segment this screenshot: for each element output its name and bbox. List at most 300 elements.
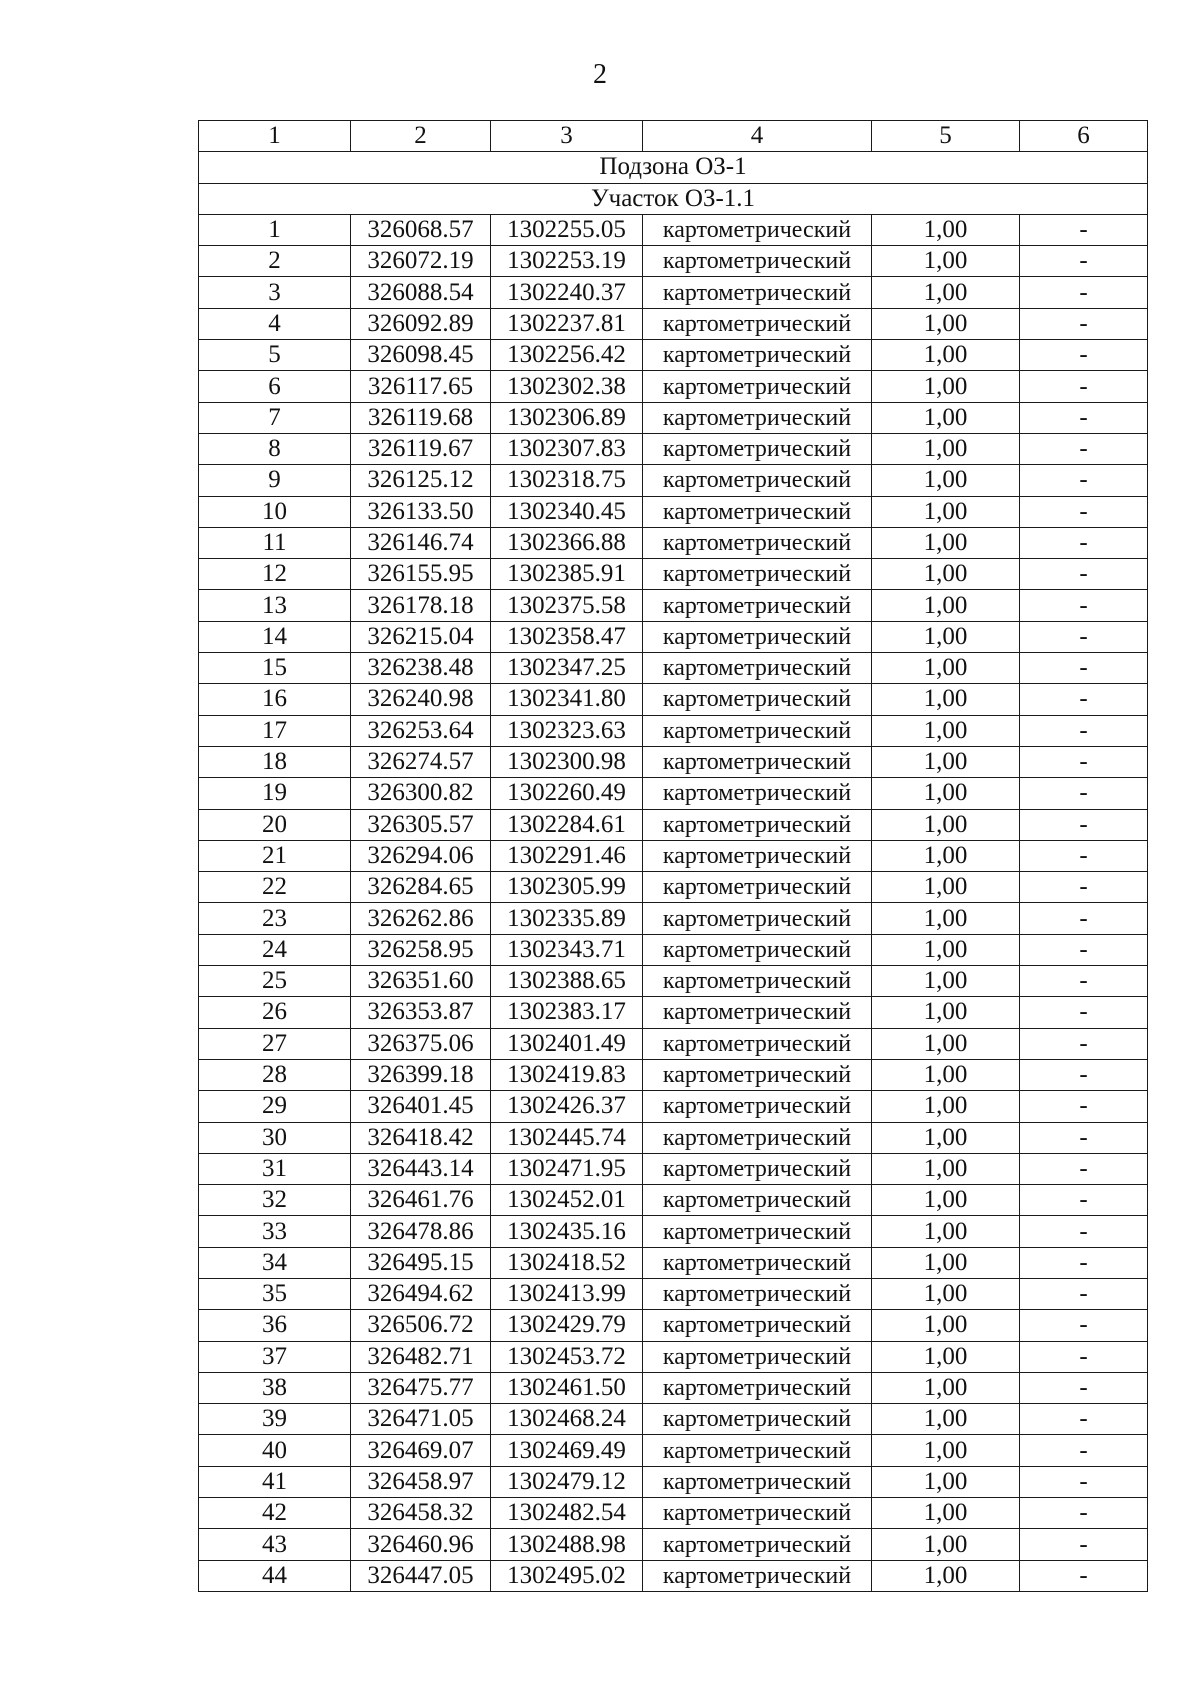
accuracy-cell: 1,00: [872, 684, 1020, 715]
accuracy-cell: 1,00: [872, 433, 1020, 464]
table-row: [199, 809, 1148, 840]
y-coordinate-cell: 1302479.12: [491, 1466, 643, 1497]
table-row: [199, 621, 1148, 652]
note-cell: -: [1020, 527, 1148, 558]
point-number-cell: 18: [199, 746, 351, 777]
note-cell: -: [1020, 340, 1148, 371]
note-cell: -: [1020, 1122, 1148, 1153]
table-row: [199, 402, 1148, 433]
point-number-cell: 37: [199, 1341, 351, 1372]
accuracy-cell: 1,00: [872, 1059, 1020, 1090]
table-row: [199, 1278, 1148, 1309]
y-coordinate-cell: 1302240.37: [491, 277, 643, 308]
note-cell: -: [1020, 246, 1148, 277]
point-number-cell: 6: [199, 371, 351, 402]
y-coordinate-cell: 1302435.16: [491, 1216, 643, 1247]
x-coordinate-cell: 326461.76: [351, 1185, 491, 1216]
table-row: [199, 1122, 1148, 1153]
table-row: [199, 433, 1148, 464]
accuracy-cell: 1,00: [872, 934, 1020, 965]
method-cell: картометрический: [643, 1466, 872, 1497]
note-cell: -: [1020, 1372, 1148, 1403]
x-coordinate-cell: 326482.71: [351, 1341, 491, 1372]
header-cell: 6: [1020, 121, 1148, 152]
table-row: [199, 1498, 1148, 1529]
method-cell: картометрический: [643, 371, 872, 402]
method-cell: картометрический: [643, 277, 872, 308]
y-coordinate-cell: 1302469.49: [491, 1435, 643, 1466]
point-number-cell: 21: [199, 840, 351, 871]
accuracy-cell: 1,00: [872, 1466, 1020, 1497]
y-coordinate-cell: 1302318.75: [491, 465, 643, 496]
note-cell: -: [1020, 1216, 1148, 1247]
y-coordinate-cell: 1302237.81: [491, 308, 643, 339]
method-cell: картометрический: [643, 778, 872, 809]
point-number-cell: 31: [199, 1153, 351, 1184]
method-cell: картометрический: [643, 590, 872, 621]
method-cell: картометрический: [643, 872, 872, 903]
y-coordinate-cell: 1302401.49: [491, 1028, 643, 1059]
accuracy-cell: 1,00: [872, 1216, 1020, 1247]
accuracy-cell: 1,00: [872, 1153, 1020, 1184]
x-coordinate-cell: 326460.96: [351, 1529, 491, 1560]
method-cell: картометрический: [643, 1216, 872, 1247]
point-number-cell: 27: [199, 1028, 351, 1059]
table-row: [199, 246, 1148, 277]
x-coordinate-cell: 326401.45: [351, 1091, 491, 1122]
y-coordinate-cell: 1302468.24: [491, 1404, 643, 1435]
note-cell: -: [1020, 1529, 1148, 1560]
header-cell: 1: [199, 121, 351, 152]
method-cell: картометрический: [643, 1341, 872, 1372]
table-row: [199, 778, 1148, 809]
x-coordinate-cell: 326240.98: [351, 684, 491, 715]
x-coordinate-cell: 326443.14: [351, 1153, 491, 1184]
point-number-cell: 19: [199, 778, 351, 809]
note-cell: -: [1020, 903, 1148, 934]
coordinates-table: [198, 120, 1148, 1592]
x-coordinate-cell: 326098.45: [351, 340, 491, 371]
note-cell: -: [1020, 778, 1148, 809]
note-cell: -: [1020, 465, 1148, 496]
method-cell: картометрический: [643, 1153, 872, 1184]
note-cell: -: [1020, 1185, 1148, 1216]
point-number-cell: 38: [199, 1372, 351, 1403]
method-cell: картометрический: [643, 746, 872, 777]
accuracy-cell: 1,00: [872, 966, 1020, 997]
point-number-cell: 17: [199, 715, 351, 746]
y-coordinate-cell: 1302488.98: [491, 1529, 643, 1560]
accuracy-cell: 1,00: [872, 1278, 1020, 1309]
note-cell: -: [1020, 277, 1148, 308]
accuracy-cell: 1,00: [872, 997, 1020, 1028]
table-row: [199, 527, 1148, 558]
accuracy-cell: 1,00: [872, 1435, 1020, 1466]
x-coordinate-cell: 326447.05: [351, 1560, 491, 1591]
x-coordinate-cell: 326253.64: [351, 715, 491, 746]
table-row: [199, 340, 1148, 371]
note-cell: -: [1020, 371, 1148, 402]
method-cell: картометрический: [643, 1435, 872, 1466]
y-coordinate-cell: 1302452.01: [491, 1185, 643, 1216]
method-cell: картометрический: [643, 1372, 872, 1403]
method-cell: картометрический: [643, 246, 872, 277]
table-row: [199, 496, 1148, 527]
table-row: [199, 1310, 1148, 1341]
y-coordinate-cell: 1302347.25: [491, 653, 643, 684]
note-cell: -: [1020, 997, 1148, 1028]
note-cell: -: [1020, 1028, 1148, 1059]
note-cell: -: [1020, 1278, 1148, 1309]
note-cell: -: [1020, 1091, 1148, 1122]
point-number-cell: 29: [199, 1091, 351, 1122]
accuracy-cell: 1,00: [872, 1341, 1020, 1372]
note-cell: -: [1020, 1466, 1148, 1497]
method-cell: картометрический: [643, 653, 872, 684]
x-coordinate-cell: 326178.18: [351, 590, 491, 621]
subzone-row: [199, 152, 1148, 183]
y-coordinate-cell: 1302323.63: [491, 715, 643, 746]
method-cell: картометрический: [643, 340, 872, 371]
table-row: [199, 1404, 1148, 1435]
note-cell: -: [1020, 496, 1148, 527]
y-coordinate-cell: 1302385.91: [491, 559, 643, 590]
x-coordinate-cell: 326351.60: [351, 966, 491, 997]
accuracy-cell: 1,00: [872, 746, 1020, 777]
note-cell: -: [1020, 402, 1148, 433]
method-cell: картометрический: [643, 621, 872, 652]
table-row: [199, 653, 1148, 684]
y-coordinate-cell: 1302426.37: [491, 1091, 643, 1122]
x-coordinate-cell: 326215.04: [351, 621, 491, 652]
y-coordinate-cell: 1302419.83: [491, 1059, 643, 1090]
subzone-title: Подзона ОЗ-1: [199, 152, 1148, 183]
note-cell: -: [1020, 715, 1148, 746]
point-number-cell: 44: [199, 1560, 351, 1591]
accuracy-cell: 1,00: [872, 621, 1020, 652]
accuracy-cell: 1,00: [872, 715, 1020, 746]
table-row: [199, 590, 1148, 621]
point-number-cell: 20: [199, 809, 351, 840]
x-coordinate-cell: 326475.77: [351, 1372, 491, 1403]
table-row: [199, 1216, 1148, 1247]
x-coordinate-cell: 326262.86: [351, 903, 491, 934]
x-coordinate-cell: 326155.95: [351, 559, 491, 590]
page-number: 2: [593, 59, 607, 90]
y-coordinate-cell: 1302429.79: [491, 1310, 643, 1341]
note-cell: -: [1020, 1153, 1148, 1184]
accuracy-cell: 1,00: [872, 246, 1020, 277]
y-coordinate-cell: 1302453.72: [491, 1341, 643, 1372]
point-number-cell: 26: [199, 997, 351, 1028]
point-number-cell: 35: [199, 1278, 351, 1309]
x-coordinate-cell: 326418.42: [351, 1122, 491, 1153]
note-cell: -: [1020, 214, 1148, 245]
accuracy-cell: 1,00: [872, 371, 1020, 402]
method-cell: картометрический: [643, 496, 872, 527]
y-coordinate-cell: 1302482.54: [491, 1498, 643, 1529]
x-coordinate-cell: 326471.05: [351, 1404, 491, 1435]
y-coordinate-cell: 1302253.19: [491, 246, 643, 277]
x-coordinate-cell: 326469.07: [351, 1435, 491, 1466]
point-number-cell: 24: [199, 934, 351, 965]
accuracy-cell: 1,00: [872, 340, 1020, 371]
y-coordinate-cell: 1302305.99: [491, 872, 643, 903]
plot-title: Участок ОЗ-1.1: [199, 183, 1148, 214]
y-coordinate-cell: 1302358.47: [491, 621, 643, 652]
method-cell: картометрический: [643, 1498, 872, 1529]
note-cell: -: [1020, 809, 1148, 840]
note-cell: -: [1020, 872, 1148, 903]
accuracy-cell: 1,00: [872, 465, 1020, 496]
note-cell: -: [1020, 1404, 1148, 1435]
method-cell: картометрический: [643, 934, 872, 965]
note-cell: -: [1020, 1341, 1148, 1372]
accuracy-cell: 1,00: [872, 496, 1020, 527]
x-coordinate-cell: 326117.65: [351, 371, 491, 402]
table-row: [199, 1028, 1148, 1059]
x-coordinate-cell: 326133.50: [351, 496, 491, 527]
y-coordinate-cell: 1302255.05: [491, 214, 643, 245]
table-row: [199, 684, 1148, 715]
point-number-cell: 42: [199, 1498, 351, 1529]
y-coordinate-cell: 1302340.45: [491, 496, 643, 527]
table-row: [199, 872, 1148, 903]
point-number-cell: 7: [199, 402, 351, 433]
table-row: [199, 1560, 1148, 1591]
point-number-cell: 4: [199, 308, 351, 339]
point-number-cell: 9: [199, 465, 351, 496]
accuracy-cell: 1,00: [872, 1185, 1020, 1216]
point-number-cell: 15: [199, 653, 351, 684]
method-cell: картометрический: [643, 1185, 872, 1216]
x-coordinate-cell: 326399.18: [351, 1059, 491, 1090]
x-coordinate-cell: 326375.06: [351, 1028, 491, 1059]
table-row: [199, 308, 1148, 339]
x-coordinate-cell: 326494.62: [351, 1278, 491, 1309]
y-coordinate-cell: 1302388.65: [491, 966, 643, 997]
accuracy-cell: 1,00: [872, 1091, 1020, 1122]
point-number-cell: 39: [199, 1404, 351, 1435]
point-number-cell: 22: [199, 872, 351, 903]
accuracy-cell: 1,00: [872, 1529, 1020, 1560]
accuracy-cell: 1,00: [872, 402, 1020, 433]
note-cell: -: [1020, 433, 1148, 464]
point-number-cell: 43: [199, 1529, 351, 1560]
table-row: [199, 1341, 1148, 1372]
note-cell: -: [1020, 934, 1148, 965]
header-cell: 4: [643, 121, 872, 152]
point-number-cell: 14: [199, 621, 351, 652]
note-cell: -: [1020, 1310, 1148, 1341]
method-cell: картометрический: [643, 559, 872, 590]
table-row: [199, 1372, 1148, 1403]
y-coordinate-cell: 1302307.83: [491, 433, 643, 464]
x-coordinate-cell: 326294.06: [351, 840, 491, 871]
x-coordinate-cell: 326284.65: [351, 872, 491, 903]
method-cell: картометрический: [643, 840, 872, 871]
table-row: [199, 746, 1148, 777]
point-number-cell: 25: [199, 966, 351, 997]
x-coordinate-cell: 326119.68: [351, 402, 491, 433]
table-row: [199, 997, 1148, 1028]
point-number-cell: 11: [199, 527, 351, 558]
note-cell: -: [1020, 308, 1148, 339]
x-coordinate-cell: 326258.95: [351, 934, 491, 965]
table-row: [199, 715, 1148, 746]
x-coordinate-cell: 326458.97: [351, 1466, 491, 1497]
accuracy-cell: 1,00: [872, 840, 1020, 871]
method-cell: картометрический: [643, 809, 872, 840]
header-row: [199, 121, 1148, 152]
method-cell: картометрический: [643, 1560, 872, 1591]
accuracy-cell: 1,00: [872, 590, 1020, 621]
point-number-cell: 23: [199, 903, 351, 934]
method-cell: картометрический: [643, 402, 872, 433]
point-number-cell: 33: [199, 1216, 351, 1247]
note-cell: -: [1020, 966, 1148, 997]
table-row: [199, 1435, 1148, 1466]
x-coordinate-cell: 326092.89: [351, 308, 491, 339]
table-row: [199, 214, 1148, 245]
table-row: [199, 903, 1148, 934]
point-number-cell: 2: [199, 246, 351, 277]
note-cell: -: [1020, 621, 1148, 652]
table-row: [199, 465, 1148, 496]
note-cell: -: [1020, 1247, 1148, 1278]
point-number-cell: 30: [199, 1122, 351, 1153]
header-cell: 5: [872, 121, 1020, 152]
table-row: [199, 559, 1148, 590]
point-number-cell: 41: [199, 1466, 351, 1497]
method-cell: картометрический: [643, 997, 872, 1028]
method-cell: картометрический: [643, 1310, 872, 1341]
x-coordinate-cell: 326072.19: [351, 246, 491, 277]
y-coordinate-cell: 1302366.88: [491, 527, 643, 558]
table-row: [199, 1247, 1148, 1278]
y-coordinate-cell: 1302343.71: [491, 934, 643, 965]
x-coordinate-cell: 326506.72: [351, 1310, 491, 1341]
note-cell: -: [1020, 1435, 1148, 1466]
point-number-cell: 1: [199, 214, 351, 245]
point-number-cell: 28: [199, 1059, 351, 1090]
point-number-cell: 36: [199, 1310, 351, 1341]
header-cell: 3: [491, 121, 643, 152]
note-cell: -: [1020, 840, 1148, 871]
point-number-cell: 32: [199, 1185, 351, 1216]
point-number-cell: 40: [199, 1435, 351, 1466]
accuracy-cell: 1,00: [872, 1122, 1020, 1153]
method-cell: картометрический: [643, 1059, 872, 1090]
x-coordinate-cell: 326458.32: [351, 1498, 491, 1529]
method-cell: картометрический: [643, 966, 872, 997]
x-coordinate-cell: 326274.57: [351, 746, 491, 777]
method-cell: картометрический: [643, 903, 872, 934]
accuracy-cell: 1,00: [872, 653, 1020, 684]
x-coordinate-cell: 326495.15: [351, 1247, 491, 1278]
accuracy-cell: 1,00: [872, 527, 1020, 558]
accuracy-cell: 1,00: [872, 1498, 1020, 1529]
x-coordinate-cell: 326146.74: [351, 527, 491, 558]
x-coordinate-cell: 326300.82: [351, 778, 491, 809]
y-coordinate-cell: 1302495.02: [491, 1560, 643, 1591]
y-coordinate-cell: 1302260.49: [491, 778, 643, 809]
y-coordinate-cell: 1302300.98: [491, 746, 643, 777]
y-coordinate-cell: 1302284.61: [491, 809, 643, 840]
note-cell: -: [1020, 1059, 1148, 1090]
table-row: [199, 1153, 1148, 1184]
y-coordinate-cell: 1302306.89: [491, 402, 643, 433]
method-cell: картометрический: [643, 1091, 872, 1122]
accuracy-cell: 1,00: [872, 1310, 1020, 1341]
accuracy-cell: 1,00: [872, 1372, 1020, 1403]
method-cell: картометрический: [643, 527, 872, 558]
method-cell: картометрический: [643, 1529, 872, 1560]
table-row: [199, 1529, 1148, 1560]
y-coordinate-cell: 1302291.46: [491, 840, 643, 871]
accuracy-cell: 1,00: [872, 308, 1020, 339]
table-row: [199, 371, 1148, 402]
table-body: [199, 121, 1148, 1592]
method-cell: картометрический: [643, 1278, 872, 1309]
x-coordinate-cell: 326353.87: [351, 997, 491, 1028]
point-number-cell: 12: [199, 559, 351, 590]
accuracy-cell: 1,00: [872, 809, 1020, 840]
method-cell: картометрический: [643, 1122, 872, 1153]
note-cell: -: [1020, 590, 1148, 621]
table-row: [199, 1059, 1148, 1090]
method-cell: картометрический: [643, 715, 872, 746]
x-coordinate-cell: 326088.54: [351, 277, 491, 308]
y-coordinate-cell: 1302335.89: [491, 903, 643, 934]
point-number-cell: 3: [199, 277, 351, 308]
note-cell: -: [1020, 746, 1148, 777]
accuracy-cell: 1,00: [872, 1404, 1020, 1435]
accuracy-cell: 1,00: [872, 559, 1020, 590]
table-row: [199, 840, 1148, 871]
point-number-cell: 8: [199, 433, 351, 464]
y-coordinate-cell: 1302383.17: [491, 997, 643, 1028]
accuracy-cell: 1,00: [872, 1028, 1020, 1059]
note-cell: -: [1020, 684, 1148, 715]
note-cell: -: [1020, 559, 1148, 590]
accuracy-cell: 1,00: [872, 1247, 1020, 1278]
method-cell: картометрический: [643, 214, 872, 245]
method-cell: картометрический: [643, 1028, 872, 1059]
y-coordinate-cell: 1302445.74: [491, 1122, 643, 1153]
accuracy-cell: 1,00: [872, 903, 1020, 934]
x-coordinate-cell: 326305.57: [351, 809, 491, 840]
method-cell: картометрический: [643, 308, 872, 339]
point-number-cell: 10: [199, 496, 351, 527]
point-number-cell: 16: [199, 684, 351, 715]
x-coordinate-cell: 326125.12: [351, 465, 491, 496]
table-row: [199, 1466, 1148, 1497]
point-number-cell: 13: [199, 590, 351, 621]
plot-row: [199, 183, 1148, 214]
table-row: [199, 277, 1148, 308]
table-row: [199, 966, 1148, 997]
note-cell: -: [1020, 653, 1148, 684]
note-cell: -: [1020, 1560, 1148, 1591]
method-cell: картометрический: [643, 684, 872, 715]
method-cell: картометрический: [643, 465, 872, 496]
accuracy-cell: 1,00: [872, 277, 1020, 308]
y-coordinate-cell: 1302471.95: [491, 1153, 643, 1184]
table-row: [199, 934, 1148, 965]
accuracy-cell: 1,00: [872, 872, 1020, 903]
accuracy-cell: 1,00: [872, 1560, 1020, 1591]
